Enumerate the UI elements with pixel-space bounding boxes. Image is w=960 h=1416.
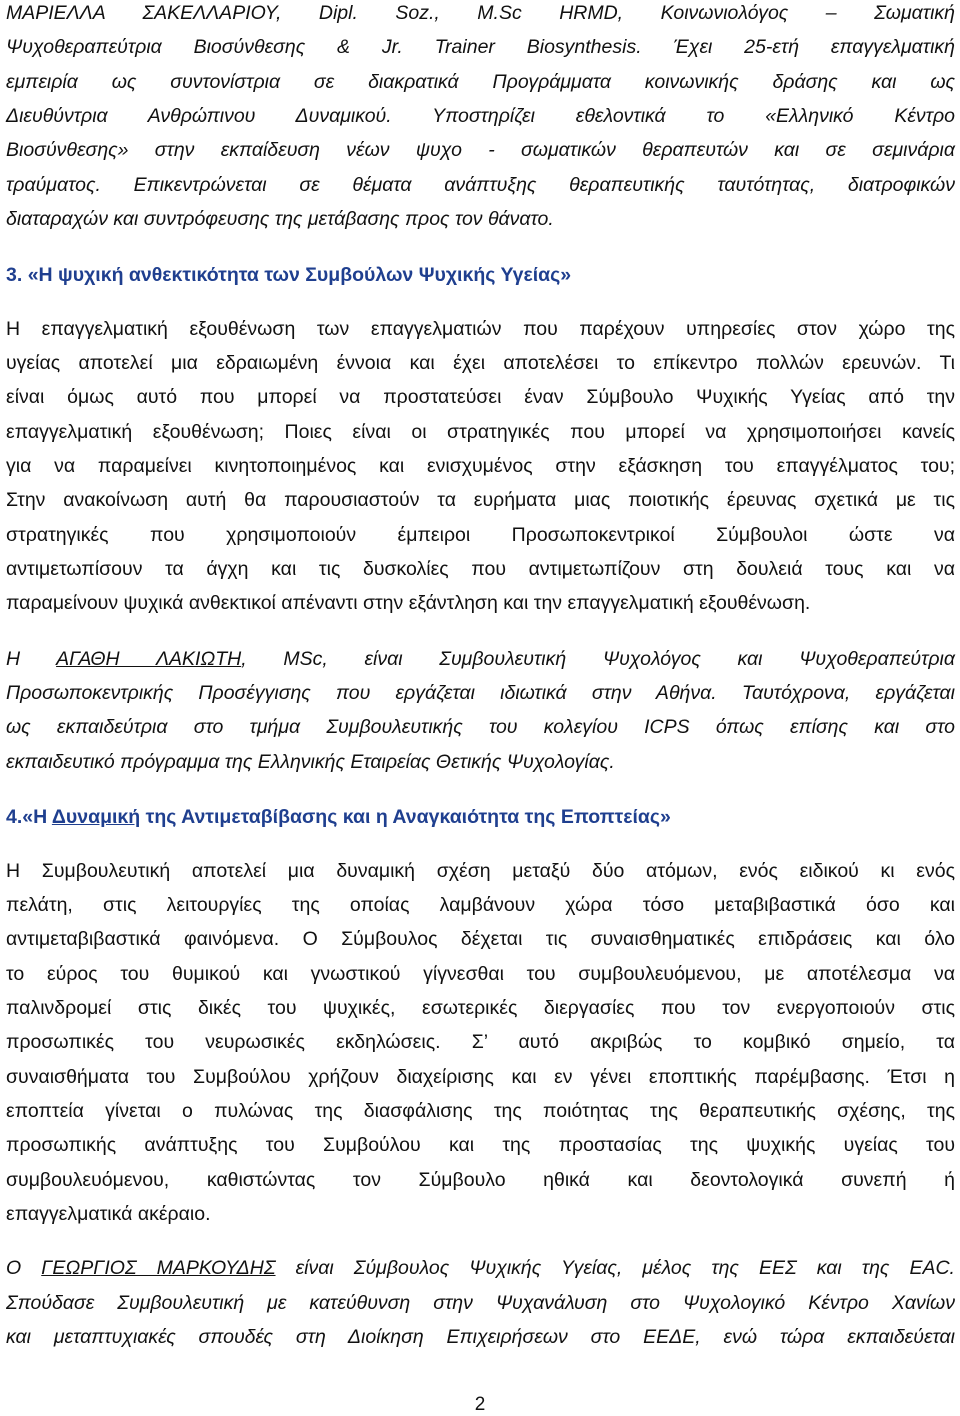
paragraph-line: για να παραμείνει κινητοποιημένος και ενισχυμένος στην εξάσκηση του επαγγέλματος του; xyxy=(6,455,955,477)
bio-line: ως εκπαιδεύτρια στο τμήμα Συμβουλευτικής του κολεγίου ICPS όπως επίσης και στο xyxy=(6,716,955,738)
bio-line: ΜΑΡΙΕΛΛΑ ΣΑΚΕΛΛΑΡΙΟΥ, Dipl. Soz., M.Sc HRMD, Κοινωνιολόγος – Σωματική xyxy=(6,2,955,24)
paragraph-line: Στην ανακοίνωση αυτή θα παρουσιαστούν τα ευρήματα μιας ποιοτικής έρευνας σχετικά με τις xyxy=(6,489,955,511)
section-title-rest: της Αντιμεταβίβασης και η Αναγκαιότητα της Εποπτείας» xyxy=(140,806,671,828)
bio-line: Προσωποκεντρικής Προσέγγισης που εργάζεται ιδιωτικά στην Αθήνα. Ταυτόχρονα, εργάζεται xyxy=(6,682,955,704)
section-title: «Η ψυχική ανθεκτικότητα των Συμβούλων Ψυχικής Υγείας» xyxy=(27,264,572,286)
paragraph-line: παλινδρομεί στις δικές του ψυχικές, εσωτερικές διεργασίες που τον ενεργοποιούν στις xyxy=(6,997,955,1019)
paragraph-line: πελάτη, στις λειτουργίες της οποίας λαμβάνουν χώρα τόσο μεταβιβαστικά όσο και xyxy=(6,894,955,916)
bio-line-rest: είναι Σύμβουλος Ψυχικής Υγείας, μέλος της ΕΕΣ και της EAC. xyxy=(275,1257,955,1279)
bio-line: εμπειρία ως συντονίστρια σε διακρατικά Προγράμματα κοινωνικής δράσης και ως xyxy=(6,71,955,93)
paragraph-line: είναι όμως αυτό που μπορεί να προστατεύσει έναν Σύμβουλο Ψυχικής Υγείας από την xyxy=(6,386,955,408)
page-number: 2 xyxy=(474,1394,486,1415)
section4-heading xyxy=(6,804,955,830)
section3-heading xyxy=(6,262,955,288)
paragraph-line: εποπτεία γίνεται ο πυλώνας της διασφάλισης της ποιότητας της θεραπευτικής σχέσης, της xyxy=(6,1100,955,1122)
bio-prefix: Η xyxy=(6,648,57,670)
paragraph-line: υγείας αποτελεί μια εδραιωμένη έννοια και έχει αποτελέσει το επίκεντρο πολλών ερευνών. Τι xyxy=(6,352,955,374)
paragraph-line: αντιμεταβιβαστικά φαινόμενα. Ο Σύμβουλος δέχεται τις συναισθηματικές επιδράσεις και όλο xyxy=(6,928,955,950)
section-number: 4. xyxy=(6,806,23,828)
paragraph-line: προσωπικής ανάπτυξης του Συμβούλου και της προστασίας της ψυχικής υγείας του xyxy=(6,1134,955,1156)
bio-line: Βιοσύνθεσης» στην εκπαίδευση νέων ψυχο - σωματικών θεραπευτών και σε σεμινάρια xyxy=(6,139,955,161)
section-number: 3. xyxy=(6,264,23,286)
bio-line: Ψυχοθεραπεύτρια Βιοσύνθεσης & Jr. Trainer Biosynthesis. Έχει 25-ετή επαγγελματική xyxy=(6,36,955,58)
bio-line: τραύματος. Επικεντρώνεται σε θέματα ανάπτυξης θεραπευτικής ταυτότητας, διατροφικών xyxy=(6,174,955,196)
bio-line: διαταραχών και συντρόφευσης της μετάβασης προς τον θάνατο. xyxy=(6,208,554,230)
bio-line-rest: , MSc, είναι Συμβουλευτική Ψυχολόγος και Ψυχοθεραπεύτρια xyxy=(241,648,955,670)
paragraph-line: αντιμετωπίσουν τα άγχη και τις δυσκολίες που αντιμετωπίζουν στη δουλειά τους και να xyxy=(6,558,955,580)
paragraph-line: επαγγελματικά ακέραιο. xyxy=(6,1203,211,1225)
bio-line xyxy=(6,646,955,672)
speaker-name: ΓΕΩΡΓΙΟΣ ΜΑΡΚΟΥΔΗΣ xyxy=(41,1257,276,1279)
section-title-open: «Η xyxy=(22,806,52,828)
bio-line: Διευθύντρια Ανθρώπινου Δυναμικού. Υποστηρίζει εθελοντικά το «Ελληνικό Κέντρο xyxy=(6,105,955,127)
paragraph-line: Η Συμβουλευτική αποτελεί μια δυναμική σχέση μεταξύ δύο ατόμων, ενός ειδικού κι ενός xyxy=(6,860,955,882)
bio-line xyxy=(6,1255,955,1281)
bio-prefix: Ο xyxy=(6,1257,42,1279)
paragraph-line: Η επαγγελματική εξουθένωση των επαγγελματιών που παρέχουν υπηρεσίες στον χώρο της xyxy=(6,318,955,340)
section-title-underlined: Δυναμική xyxy=(51,806,141,828)
paragraph-line: στρατηγικές που χρησιμοποιούν έμπειροι Προσωποκεντρικοί Σύμβουλοι ώστε να xyxy=(6,524,955,546)
paragraph-line: επαγγελματική εξουθένωση; Ποιες είναι οι στρατηγικές που μπορεί να χρησιμοποιήσει κανείς xyxy=(6,421,955,443)
paragraph-line: παραμείνουν ψυχικά ανθεκτικοί απέναντι στην εξάντληση και την επαγγελματική εξουθένωση. xyxy=(6,592,811,614)
paragraph-line: το εύρος του θυμικού και γνωστικού γίγνεσθαι του συμβουλευόμενου, με αποτέλεσμα να xyxy=(6,963,955,985)
speaker-name: ΑΓΑΘΗ ΛΑΚΙΩΤΗ xyxy=(56,648,242,670)
bio-line: και μεταπτυχιακές σπουδές στη Διοίκηση Επιχειρήσεων στο ΕΕΔΕ, ενώ τώρα εκπαιδεύεται xyxy=(6,1326,955,1348)
bio-line: Σπούδασε Συμβουλευτική με κατεύθυνση στην Ψυχανάλυση στο Ψυχολογικό Κέντρο Χανίων xyxy=(6,1292,955,1314)
bio-line: εκπαιδευτικό πρόγραμμα της Ελληνικής Εταιρείας Θετικής Ψυχολογίας. xyxy=(6,751,615,773)
paragraph-line: συναισθήματα του Συμβούλου χρήζουν διαχείρισης και εν γένει εποπτικής παρέμβασης. Έτσι η xyxy=(6,1066,955,1088)
paragraph-line: συμβουλευόμενου, καθιστώντας τον Σύμβουλο ηθικά και δεοντολογικά συνεπή ή xyxy=(6,1169,955,1191)
paragraph-line: προσωπικές του νευρωσικές εκδηλώσεις. Σ’ αυτό ακριβώς το κομβικό σημείο, τα xyxy=(6,1031,955,1053)
